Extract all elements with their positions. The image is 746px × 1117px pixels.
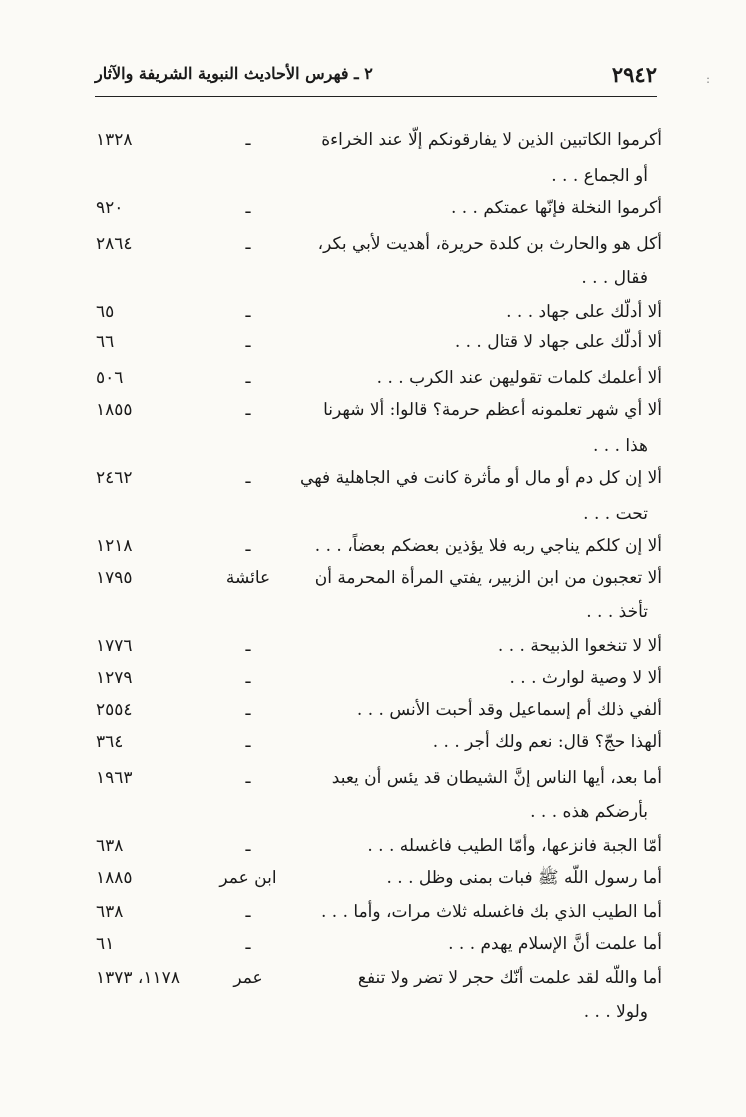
entry-continuation: أو الجماع . . . (551, 166, 648, 186)
entry-reference-number: ١٩٦٣ (96, 768, 133, 788)
entry-narrator: ـ (245, 332, 251, 352)
entry-narrator: ابن عمر (219, 868, 277, 888)
entry-reference-number: ٦١ (96, 934, 115, 954)
entry-reference-number: ١٨٥٥ (96, 400, 133, 420)
entry-text: ألا أدلّك على جهاد . . . (506, 302, 662, 322)
entry-text: أما واللّه لقد علمت أنّك حجر لا تضر ولا تنفع (357, 968, 662, 988)
entry-reference-number: ٢٤٦٢ (96, 468, 133, 488)
entry-narrator: ـ (245, 468, 251, 488)
entry-reference-number: ١٧٩٥ (96, 568, 133, 588)
entry-text: أما رسول اللّه ﷺ فبات بمنى وظل . . . (386, 868, 662, 888)
entry-text: ألا أي شهر تعلمونه أعظم حرمة؟ قالوا: ألا شهرنا (323, 400, 662, 420)
entry-reference-number: ٦٥ (96, 302, 115, 322)
entry-narrator: ـ (245, 368, 251, 388)
entry-narrator: ـ (245, 636, 251, 656)
entry-narrator: ـ (245, 668, 251, 688)
entry-text: ألا إن كل دم أو مال أو مأثرة كانت في الجاهلية فهي (300, 468, 662, 488)
entry-narrator: ـ (245, 302, 251, 322)
entry-reference-number: ١١٧٨، ١٣٧٣ (96, 968, 180, 988)
entry-reference-number: ٢٨٦٤ (96, 234, 133, 254)
entry-reference-number: ١٧٧٦ (96, 636, 133, 656)
entry-narrator: ـ (245, 130, 251, 150)
entry-reference-number: ٥٠٦ (96, 368, 124, 388)
entry-reference-number: ٩٢٠ (96, 198, 124, 218)
entry-narrator: ـ (245, 198, 251, 218)
entry-text: أما الطيب الذي بك فاغسله ثلاث مرات، وأما . . . (320, 902, 662, 922)
entry-narrator: ـ (245, 234, 251, 254)
entry-narrator: عمر (233, 968, 263, 988)
entry-text: ألا تعجبون من ابن الزبير، يفتي المرأة المحرمة أن (314, 568, 662, 588)
entry-narrator: ـ (245, 400, 251, 420)
entry-narrator: ـ (245, 700, 251, 720)
entry-text: أكرموا الكاتبين الذين لا يفارقونكم إلّا عند الخراءة (321, 130, 662, 150)
entry-text: ألا لا وصية لوارث . . . (509, 668, 662, 688)
running-title: ٢ ـ فهرس الأحاديث النبوية الشريفة والآثار (95, 64, 373, 83)
entry-narrator: ـ (245, 536, 251, 556)
entry-text: ألهذا حجّ؟ قال: نعم ولك أجر . . . (432, 732, 662, 752)
entry-text: أما علمت أنَّ الإسلام يهدم . . . (448, 934, 662, 954)
entry-continuation: فقال . . . (581, 268, 648, 288)
entry-text: ألا أدلّك على جهاد لا قتال . . . (454, 332, 662, 352)
entry-reference-number: ١٣٢٨ (96, 130, 133, 150)
entry-reference-number: ٢٥٥٤ (96, 700, 133, 720)
entry-continuation: تأخذ . . . (586, 602, 648, 622)
page-number: ٢٩٤٢ (611, 62, 657, 87)
entry-reference-number: ٣٦٤ (96, 732, 124, 752)
margin-mark: : (706, 72, 711, 86)
entry-reference-number: ١٨٨٥ (96, 868, 133, 888)
entry-continuation: ولولا . . . (583, 1002, 648, 1022)
entry-text: ألفي ذلك أم إسماعيل وقد أحبت الأنس . . . (356, 700, 662, 720)
entry-continuation: بأرضكم هذه . . . (530, 802, 648, 822)
entry-reference-number: ٦٣٨ (96, 902, 124, 922)
entry-text: أكل هو والحارث بن كلدة حريرة، أهديت لأبي بكر، (317, 234, 662, 254)
entry-narrator: ـ (245, 732, 251, 752)
entry-reference-number: ١٢٧٩ (96, 668, 133, 688)
entry-text: ألا إن كلكم يناجي ربه فلا يؤذين بعضكم بعضاً، . . . (314, 536, 662, 556)
entry-text: أما بعد، أيها الناس إنَّ الشيطان قد يئس أن يعبد (331, 768, 662, 788)
entry-narrator: ـ (245, 768, 251, 788)
entry-text: ألا أعلمك كلمات تقوليهن عند الكرب . . . (376, 368, 662, 388)
entry-narrator: ـ (245, 902, 251, 922)
entry-narrator: ـ (245, 934, 251, 954)
entry-narrator: عائشة (225, 568, 271, 588)
entry-reference-number: ١٢١٨ (96, 536, 133, 556)
entry-reference-number: ٦٣٨ (96, 836, 124, 856)
entry-continuation: تحت . . . (583, 504, 648, 524)
entry-narrator: ـ (245, 836, 251, 856)
entry-text: أمّا الجبة فانزعها، وأمّا الطيب فاغسله . . . (367, 836, 662, 856)
entry-text: ألا لا تنخعوا الذبيحة . . . (497, 636, 662, 656)
entry-reference-number: ٦٦ (96, 332, 115, 352)
entry-text: أكرموا النخلة فإنّها عمتكم . . . (450, 198, 662, 218)
entry-continuation: هذا . . . (592, 436, 648, 456)
